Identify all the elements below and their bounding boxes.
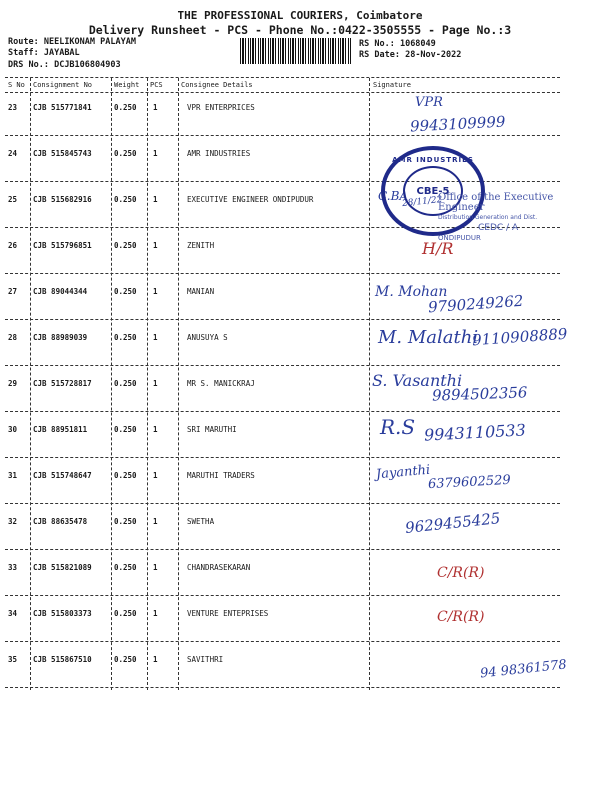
barcode [240,38,352,64]
cell-pcs: 1 [153,287,158,296]
cell-consignee: EXECUTIVE ENGINEER ONDIPUDUR [187,195,314,204]
cell-sno: 24 [8,149,18,158]
cell-pcs: 1 [153,655,158,664]
table-row [0,601,600,647]
drs-value: DCJB106804903 [54,60,121,70]
cell-weight: 0.250 [114,149,137,158]
col-header-signature: Signature [373,81,411,89]
cell-consignee: SRI MARUTHI [187,425,237,434]
header-top-rule [5,77,560,78]
cell-consignee: SAVITHRI [187,655,224,664]
signature-phone: 9110908889 [471,324,568,350]
signature-phone: 6379602529 [427,472,512,493]
table-row [0,141,600,187]
cell-consignee: ZENITH [187,241,215,250]
signature-name: Jayanthi [375,462,431,483]
cell-sno: 26 [8,241,18,250]
row-separator [5,503,560,504]
cell-pcs: 1 [153,563,158,572]
rs-date-value: 28-Nov-2022 [405,50,462,60]
header-bottom-rule [5,92,560,93]
signature-name: C/R(R) [437,609,485,625]
staff-line [8,48,80,58]
cell-consignment-no: CJB 515867510 [33,655,92,664]
col-header-sno: S No [8,81,25,89]
cell-weight: 0.250 [114,471,137,480]
row-separator [5,457,560,458]
cell-pcs: 1 [153,149,158,158]
row-separator [5,273,560,274]
table-row [0,647,600,693]
row-separator [5,641,560,642]
signature-phone: 28/11/22 [401,194,443,210]
cell-sno: 35 [8,655,18,664]
row-separator [5,687,560,688]
cell-pcs: 1 [153,241,158,250]
table-row [0,279,600,325]
office-stamp-line1: Office of the Executive Engineer [438,192,554,213]
cell-consignment-no: CJB 515748647 [33,471,92,480]
cell-sno: 27 [8,287,18,296]
signature-name: C.BA [378,189,409,203]
office-stamp [438,193,600,243]
col-header-consignment: Consignment No [33,81,93,89]
cell-consignment-no: CJB 515796851 [33,241,92,250]
office-stamp-line4: ONDIPUDUR [438,234,481,242]
row-separator [5,365,560,366]
cell-pcs: 1 [153,379,158,388]
table-row [0,95,600,141]
signature-phone: 9943109999 [409,112,506,136]
cell-consignment-no: CJB 88951811 [33,425,88,434]
signature-phone: 94 98361578 [479,657,568,682]
cell-pcs: 1 [153,333,158,342]
cell-consignee: MR S. MANICKRAJ [187,379,255,388]
row-separator [5,135,560,136]
cell-consignment-no: CJB 515803373 [33,609,92,618]
cell-pcs: 1 [153,471,158,480]
cell-pcs: 1 [153,609,158,618]
route-label: Route: [8,37,39,47]
col-header-weight: Weight [114,81,140,89]
signature-phone: 9894502356 [431,383,528,405]
cell-consignment-no: CJB 89044344 [33,287,88,296]
col-header-consignee: Consignee Details [181,81,253,89]
cell-sno: 25 [8,195,18,204]
cell-weight: 0.250 [114,103,137,112]
table-row [0,417,600,463]
cell-consignment-no: CJB 515728817 [33,379,92,388]
cell-weight: 0.250 [114,195,137,204]
cell-sno: 28 [8,333,18,342]
cell-consignment-no: CJB 515845743 [33,149,92,158]
row-separator [5,549,560,550]
signature-name: M. Malathi [378,327,479,348]
cell-sno: 30 [8,425,18,434]
cell-weight: 0.250 [114,287,137,296]
cell-weight: 0.250 [114,563,137,572]
cell-sno: 32 [8,517,18,526]
table-row [0,371,600,417]
signature-name: M. Mohan [375,284,448,300]
route-value: NEELIKONAM PALAYAM [43,37,136,47]
row-separator [5,411,560,412]
cell-consignment-no: CJB 515682916 [33,195,92,204]
signature-name: R.S [380,415,416,439]
rs-no-line [359,39,436,49]
cell-consignee: CHANDRASEKARAN [187,563,251,572]
rs-date-label: RS Date: [359,50,400,60]
cell-consignment-no: CJB 515771841 [33,103,92,112]
table-row [0,325,600,371]
drs-label: DRS No.: [8,60,49,70]
cell-weight: 0.250 [114,241,137,250]
rs-no-value: 1068049 [399,39,436,49]
cell-weight: 0.250 [114,517,137,526]
cell-consignee: VPR ENTERPRICES [187,103,255,112]
cell-consignee: MARUTHI TRADERS [187,471,255,480]
cell-weight: 0.250 [114,379,137,388]
cell-weight: 0.250 [114,655,137,664]
cell-sno: 31 [8,471,18,480]
cell-consignee: SWETHA [187,517,215,526]
table-row [0,509,600,555]
cell-consignment-no: CJB 88989039 [33,333,88,342]
staff-label: Staff: [8,48,39,58]
cell-pcs: 1 [153,195,158,204]
stamp-center: CBE-5 [403,166,463,216]
cell-weight: 0.250 [114,425,137,434]
signature-phone: 9629455425 [404,509,502,537]
signature-name: C/R(R) [437,565,485,581]
cell-sno: 34 [8,609,18,618]
rs-date-line [359,50,461,60]
runsheet-title: Delivery Runsheet - PCS - Phone No.:0422-3505555 - Page No.:3 [88,23,512,37]
signature-name: H/R [422,239,454,258]
table-row [0,463,600,509]
route-line [8,37,136,47]
cell-pcs: 1 [153,103,158,112]
row-separator [5,595,560,596]
cell-consignee: VENTURE ENTEPRISES [187,609,269,618]
cell-consignment-no: CJB 515821089 [33,563,92,572]
signature-name: VPR [415,95,443,110]
cell-consignee: ANUSUYA S [187,333,228,342]
cell-pcs: 1 [153,425,158,434]
cell-weight: 0.250 [114,333,137,342]
cell-sno: 29 [8,379,18,388]
signature-phone: 9790249262 [427,291,524,317]
office-stamp-line3: CEDC / A [478,223,519,233]
cell-sno: 33 [8,563,18,572]
company-title: THE PROFESSIONAL COURIERS, Coimbatore [177,9,423,22]
cell-sno: 23 [8,103,18,112]
row-separator [5,319,560,320]
cell-consignee: MANIAN [187,287,215,296]
col-header-pcs: PCS [150,81,163,89]
signature-phone: 9943110533 [423,420,527,445]
table-row [0,555,600,601]
office-stamp-line2: Distribution Generation and Dist. [438,214,538,221]
signature-name: S. Vasanthi [372,371,463,390]
cell-consignment-no: CJB 88635478 [33,517,88,526]
cell-pcs: 1 [153,517,158,526]
cell-weight: 0.250 [114,609,137,618]
cell-consignee: AMR INDUSTRIES [187,149,251,158]
stamp-ring-text: AMR INDUSTRIES [392,156,474,164]
rs-no-label: RS No.: [359,39,395,49]
drs-line [8,60,121,70]
staff-value: JAYABAL [43,48,80,58]
